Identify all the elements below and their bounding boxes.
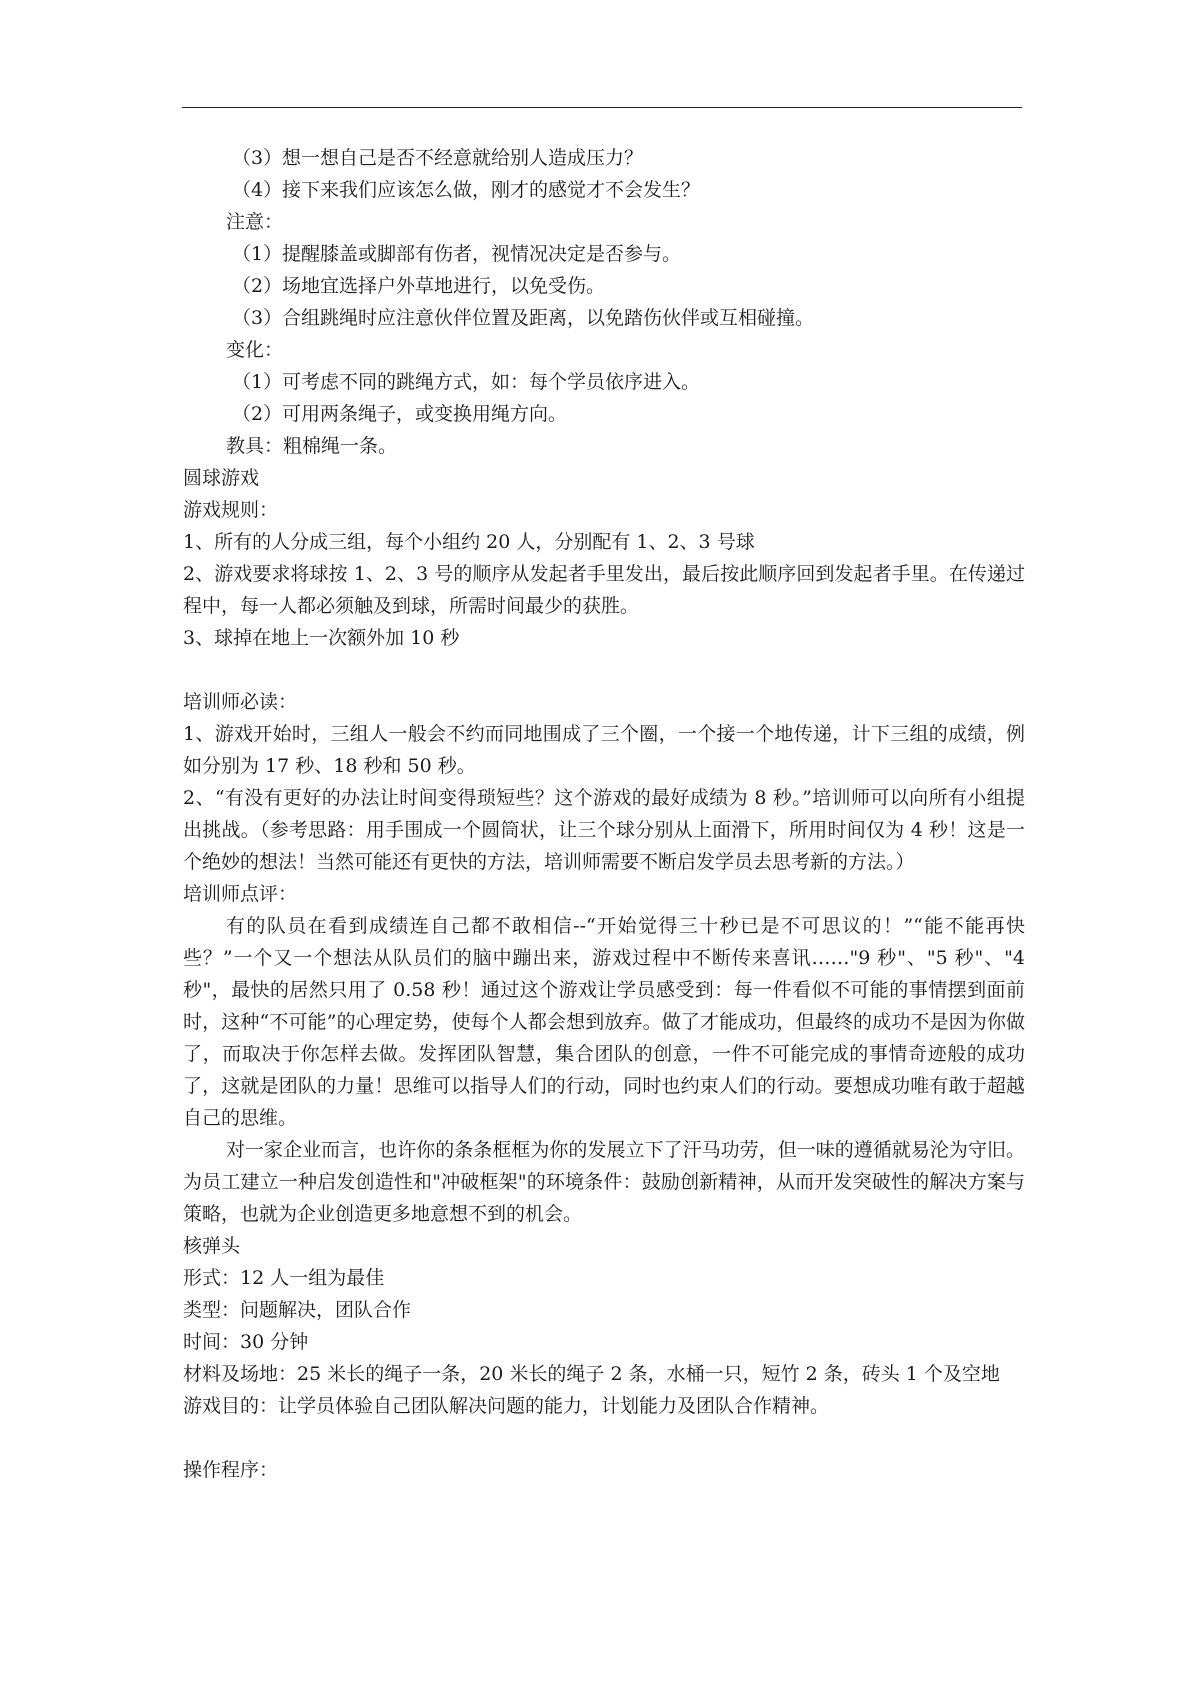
trainer-comment-label: 培训师点评： bbox=[183, 883, 298, 905]
comment-paragraph: 对一家企业而言，也许你的条条框框为你的发展立下了汗马功劳，但一味的遵循就易沦为守旧。为员工建立一种启发创造性和"冲破框架"的环境条件：鼓励创新精神，从而开发突破性的解决方案与策略，也就为企业创造更多地意想不到的机会。 bbox=[183, 1139, 1025, 1225]
procedure-label: 操作程序： bbox=[183, 1459, 279, 1481]
materials-line: 材料及场地：25 米长的绳子一条，20 米长的绳子 2 条，水桶一只，短竹 2 条，砖头 1 个及空地 bbox=[183, 1363, 1000, 1385]
blank-line bbox=[183, 654, 1025, 686]
form-line: 形式：12 人一组为最佳 bbox=[183, 1267, 385, 1289]
rules-label: 游戏规则： bbox=[183, 499, 279, 521]
change-label: 变化： bbox=[226, 339, 284, 361]
rule-item: 2、游戏要求将球按 1、2、3 号的顺序从发起者手里发出，最后按此顺序回到发起者手里。在传递过程中，每一人都必须触及到球，所需时间最少的获胜。 bbox=[183, 563, 1025, 617]
trainer-read-item: 1、游戏开始时，三组人一般会不约而同地围成了三个圈，一个接一个地传递，计下三组的成绩，例如分别为 17 秒、18 秒和 50 秒。 bbox=[183, 723, 1025, 777]
header-rule bbox=[182, 107, 1022, 108]
list-item: （2）场地宜选择户外草地进行，以免受伤。 bbox=[232, 275, 606, 297]
list-item: （3）想一想自己是否不经意就给别人造成压力？ bbox=[232, 147, 644, 169]
rule-item: 3、球掉在地上一次额外加 10 秒 bbox=[183, 627, 460, 649]
section-title-ball-game: 圆球游戏 bbox=[183, 467, 260, 489]
list-item: （1）提醒膝盖或脚部有伤者，视情况决定是否参与。 bbox=[232, 243, 682, 265]
list-item: （2）可用两条绳子，或变换用绳方向。 bbox=[232, 403, 568, 425]
type-line: 类型：问题解决，团队合作 bbox=[183, 1299, 412, 1321]
section-title-warhead: 核弹头 bbox=[183, 1235, 241, 1257]
list-item: （4）接下来我们应该怎么做，刚才的感觉才不会发生？ bbox=[232, 179, 701, 201]
blank-line bbox=[183, 1422, 1025, 1454]
purpose-line: 游戏目的：让学员体验自己团队解决问题的能力，计划能力及团队合作精神。 bbox=[183, 1395, 830, 1417]
document-body bbox=[183, 142, 1025, 1486]
notice-label: 注意： bbox=[226, 211, 284, 233]
trainer-read-label: 培训师必读： bbox=[183, 691, 298, 713]
list-item: （1）可考虑不同的跳绳方式，如：每个学员依序进入。 bbox=[232, 371, 701, 393]
comment-paragraph: 有的队员在看到成绩连自己都不敢相信--“开始觉得三十秒已是不可思议的！”“能不能再快些？”一个又一个想法从队员们的脑中蹦出来，游戏过程中不断传来喜讯……"9 秒"、"5 秒"、"4 秒"，最快的居然只用了 0.58 秒！通过这个游戏让学员感受到：每一件看似不可能的事情摆到面前时，这种“不可能”的心理定势，使每个人都会想到放弃。做了才能成功，但最终的成功不是因为你做了，而取决于你怎样去做。发挥团队智慧，集合团队的创意，一件不可能完成的事情奇迹般的成功了，这就是团队的力量！思维可以指导人们的行动，同时也约束人们的行动。要想成功唯有敢于超越自己的思维。 bbox=[183, 915, 1025, 1129]
rule-item: 1、所有的人分成三组，每个小组约 20 人，分别配有 1、2、3 号球 bbox=[183, 531, 755, 553]
trainer-read-item: 2、“有没有更好的办法让时间变得琐短些？这个游戏的最好成绩为 8 秒。”培训师可以向所有小组提出挑战。（参考思路：用手围成一个圆筒状，让三个球分别从上面滑下，所用时间仅为 4 秒！这是一个绝妙的想法！当然可能还有更快的方法，培训师需要不断启发学员去思考新的方法。） bbox=[183, 787, 1025, 873]
tools-line: 教具：粗棉绳一条。 bbox=[226, 435, 398, 457]
time-line: 时间：30 分钟 bbox=[183, 1331, 309, 1353]
list-item: （3）合组跳绳时应注意伙伴位置及距离，以免踏伤伙伴或互相碰撞。 bbox=[232, 307, 815, 329]
